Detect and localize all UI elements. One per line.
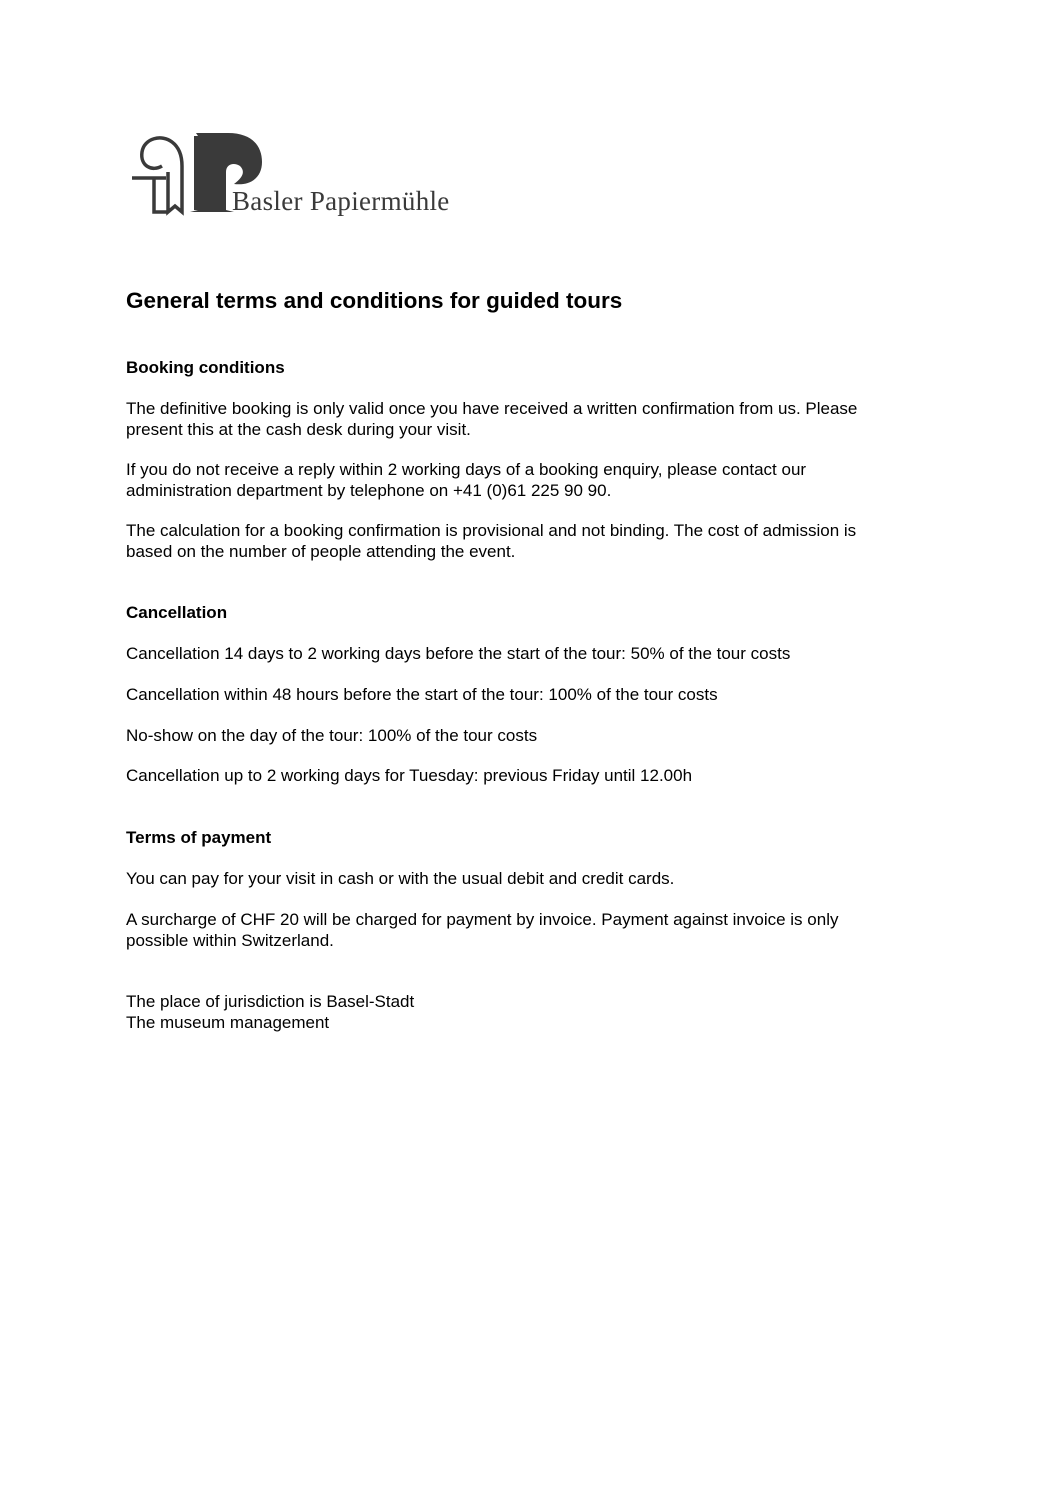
- logo-text: Basler Papiermühle: [232, 186, 450, 216]
- booking-heading: Booking conditions: [126, 358, 285, 377]
- payment-paragraph-2: [126, 910, 838, 951]
- cancellation-item: Cancellation 14 days to 2 working days before the start of the tour: 50% of the tour costs: [126, 644, 791, 663]
- cancellation-item: No-show on the day of the tour: 100% of the tour costs: [126, 726, 538, 745]
- page-title: General terms and conditions for guided tours: [126, 288, 623, 313]
- text-line: If you do not receive a reply within 2 working days of a booking enquiry, please contact our: [126, 460, 807, 479]
- text-line: administration department by telephone on +41 (0)61 225 90 90.: [126, 480, 612, 500]
- text-line: The definitive booking is only valid once you have received a written confirmation from us. Please: [126, 399, 858, 418]
- cancellation-item: Cancellation up to 2 working days for Tuesday: previous Friday until 12.00h: [126, 766, 693, 785]
- booking-paragraph-2: [126, 460, 806, 501]
- payment-paragraph-1: You can pay for your visit in cash or with the usual debit and credit cards.: [126, 869, 675, 888]
- text-line: based on the number of people attending the event.: [126, 541, 516, 561]
- signature-line: The museum management: [126, 1012, 330, 1032]
- text-line: A surcharge of CHF 20 will be charged for payment by invoice. Payment against invoice is only: [126, 910, 839, 929]
- text-line: possible within Switzerland.: [126, 930, 334, 950]
- cancellation-item: Cancellation within 48 hours before the start of the tour: 100% of the tour costs: [126, 685, 718, 704]
- text-line: present this at the cash desk during your visit.: [126, 419, 471, 439]
- booking-paragraph-3: [126, 521, 856, 562]
- booking-paragraph-1: [126, 399, 857, 440]
- jurisdiction-line: The place of jurisdiction is Basel-Stadt: [126, 992, 415, 1011]
- payment-heading: Terms of payment: [126, 828, 272, 847]
- cancellation-heading: Cancellation: [126, 603, 228, 622]
- footer: [126, 992, 414, 1033]
- text-line: The calculation for a booking confirmation is provisional and not binding. The cost of admission is: [126, 521, 857, 540]
